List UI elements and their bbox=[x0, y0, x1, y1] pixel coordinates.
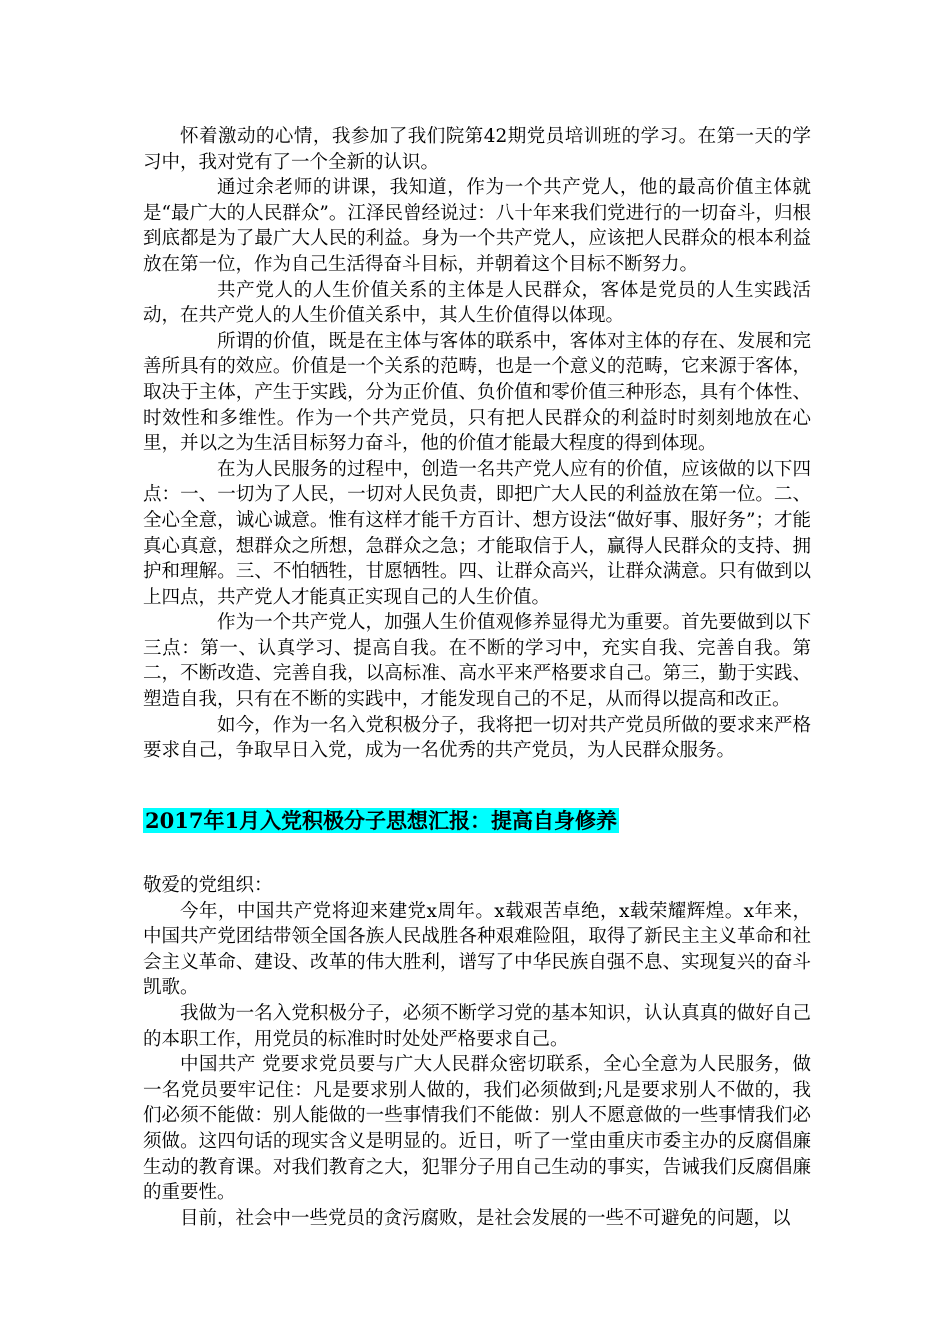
section-heading bbox=[143, 806, 619, 836]
paragraph-11: 目前，社会中一些党员的贪污腐败，是社会发展的一些不可避免的问题，以 bbox=[180, 1207, 791, 1229]
paragraph-1: 怀着激动的心情，我参加了我们院第42期党员培训班的学习。在第一天的学习中，我对党有了一个全新的认识。 bbox=[143, 126, 811, 173]
heading-highlight: 2017年1月入党积极分子思想汇报：提高自身修养 bbox=[145, 808, 618, 833]
paragraph-5: 在为人民服务的过程中，创造一名共产党人应有的价值，应该做的以下四点：一、一切为了人民，一切对人民负责，即把广大人民的利益放在第一位。二、全心全意，诚心诚意。惟有这样才能千方百计、想方设法“做好事、服好务”；才能真心真意，想群众之所想，急群众之急；才能取信于人，赢得人民群众的支持、拥护和理解。三、不怕牺牲，甘愿牺牲。四、让群众高兴，让群众满意。只有做到以上四点，共产党人才能真正实现自己的人生价值。 bbox=[143, 458, 811, 608]
salutation: 敬爱的党组织： bbox=[143, 875, 273, 896]
paragraph-6: 作为一个共产党人，加强人生价值观修养显得尤为重要。首先要做到以下三点：第一、认真学习、提高自我。在不断的学习中，充实自我、完善自我。第二，不断改造、完善自我，以高标准、高水平来严格要求自己。第三，勤于实践、塑造自我，只有在不断的实践中，才能发现自己的不足，从而得以提高和改正。 bbox=[143, 612, 811, 711]
report-body-part2 bbox=[143, 873, 811, 1231]
paragraph-3: 共产党人的人生价值关系的主体是人民群众，客体是党员的人生实践活动，在共产党人的人生价值关系中，其人生价值得以体现。 bbox=[143, 279, 811, 327]
paragraph-10: 中国共产 党要求党员要与广大人民群众密切联系，全心全意为人民服务，做一名党员要牢记住：凡是要求别人做的，我们必须做到;凡是要求别人不做的，我们必须不能做：别人能做的一些事情我们不能做：别人不愿意做的一些事情我们必须做。这四句话的现实含义是明显的。近日，听了一堂由重庆市委主办的反腐倡廉生动的教育课。对我们教育之大，犯罪分子用自己生动的事实，告诫我们反腐倡廉的重要性。 bbox=[143, 1054, 811, 1204]
paragraph-4: 所谓的价值，既是在主体与客体的联系中，客体对主体的存在、发展和完善所具有的效应。价值是一个关系的范畴，也是一个意义的范畴，它来源于客体，取决于主体，产生于实践，分为正价值、负价值和零价值三种形态，具有个体性、时效性和多维性。作为一个共产党员，只有把人民群众的利益时时刻刻地放在心里，并以之为生活目标努力奋斗，他的价值才能最大程度的得到体现。 bbox=[143, 330, 811, 455]
paragraph-8: 今年，中国共产党将迎来建党x周年。x载艰苦卓绝，x载荣耀辉煌。x年来，中国共产党团结带领全国各族人民战胜各种艰难险阻，取得了新民主主义革命和社会主义革命、建设、改革的伟大胜利，谱写了中华民族自强不息、实现复兴的奋斗凯歌。 bbox=[143, 900, 811, 999]
paragraph-9: 我做为一名入党积极分子，必须不断学习党的基本知识，认认真真的做好自己的本职工作，用党员的标准时时处处严格要求自己。 bbox=[143, 1002, 811, 1050]
report-body-part1 bbox=[143, 124, 811, 764]
paragraph-7: 如今，作为一名入党积极分子，我将把一切对共产党员所做的要求来严格要求自己，争取早日入党，成为一名优秀的共产党员，为人民群众服务。 bbox=[143, 714, 811, 762]
paragraph-2: 通过余老师的讲课，我知道，作为一个共产党人，他的最高价值主体就是“最广大的人民群众”。江泽民曾经说过：八十年来我们党进行的一切奋斗，归根到底都是为了最广大人民的利益。身为一个共产党人，应该把人民群众的根本利益放在第一位，作为自己生活得奋斗目标，并朝着这个目标不断努力。 bbox=[143, 177, 811, 275]
